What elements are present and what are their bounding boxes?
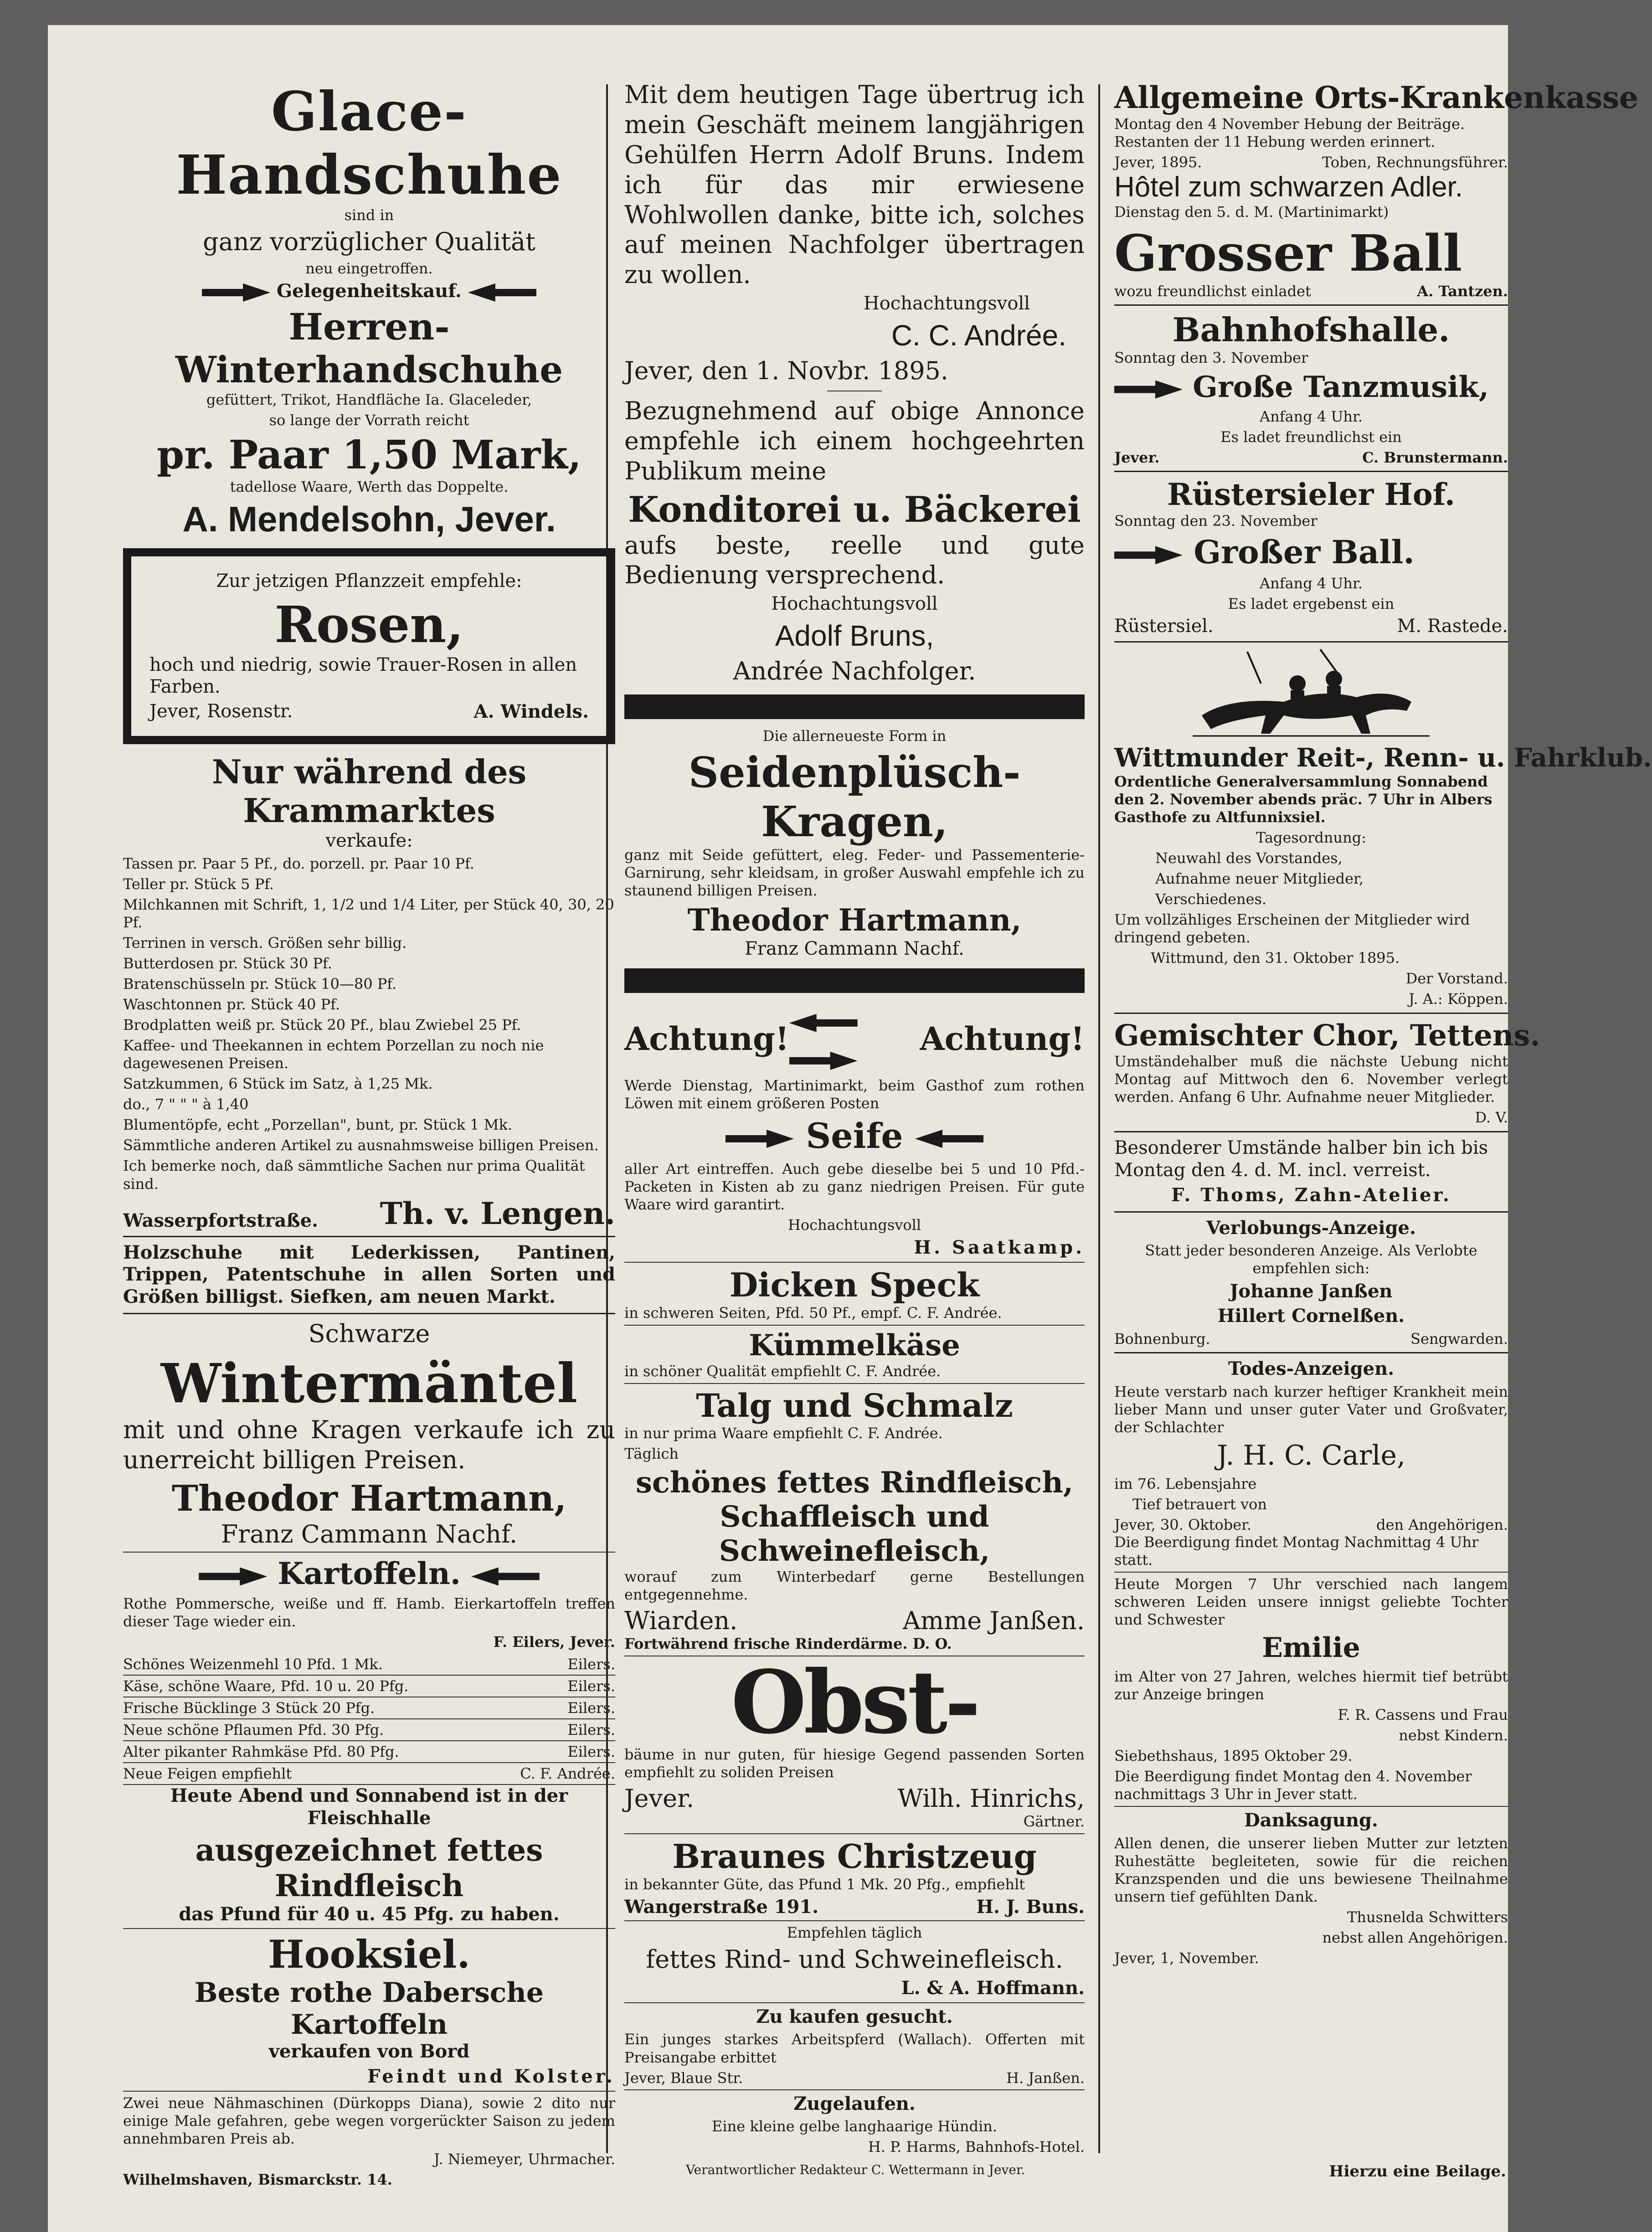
text: Wilh. Hinrichs, — [897, 1784, 1085, 1813]
list-item: Waschtonnen pr. Stück 40 Pf. — [123, 996, 340, 1013]
text: Grosser Ball — [1114, 224, 1462, 283]
newspaper-page — [48, 25, 1652, 2232]
text: Kartoffeln. — [278, 1556, 461, 1592]
list-item: Blumentöpfe, echt „Porzellan", bunt, pr. Stück 1 Mk. — [123, 1116, 513, 1134]
text: Jever, 1, November. — [1114, 1949, 1259, 1967]
text: D. V. — [1475, 1109, 1508, 1126]
rosen-title: Rosen, — [274, 595, 464, 654]
text: Heute Morgen 7 Uhr verschied nach langem schweren Leiden unsere innigst geliebte Tochter und Schwester — [1114, 1575, 1508, 1629]
text: Wittmunder Reit-, Renn- u. Fahrklub. — [1114, 742, 1652, 773]
text: Beste rothe Dabersche Kartoffeln — [194, 1977, 544, 2041]
footer-supplement: Hierzu eine Beilage. — [1329, 2162, 1506, 2181]
list-item: do., 7 " " " à 1,40 — [123, 1095, 249, 1113]
text: in bekannter Güte, das Pfund 1 Mk. 20 Pfg., empfiehlt — [624, 1875, 1025, 1893]
text: nebst allen Angehörigen. — [1322, 1929, 1508, 1946]
obst-title: Obst- — [731, 1651, 978, 1753]
text: Allen denen, die unserer lieben Mutter zur letzten Ruhestätte begleiteten, sowie für die reichen Kranzspenden und die uns bewiesene Theilnahme unsern tief gefühlten Dank. — [1114, 1834, 1508, 1905]
text: Feindt und Kolster. — [367, 2066, 615, 2088]
text: H. J. Buns. — [976, 1896, 1085, 1918]
item-text: Alter pikanter Rahmkäse Pfd. 80 Pfg. — [123, 1743, 399, 1761]
pointing-hand-icon — [202, 283, 270, 302]
horse-racing-illustration — [1193, 647, 1430, 738]
text: Siebethshaus, 1895 Oktober 29. — [1114, 1747, 1353, 1764]
ad-wintermaentel — [123, 1319, 615, 1549]
text: ganz mit Seide gefüttert, eleg. Feder- und Passementerie-Garnirung, sehr kleidsam, in großer Auswahl empfehle ich zu staunend billigen Preisen. — [624, 846, 1085, 900]
text: Zur jetzigen Pflanzzeit empfehle: — [216, 570, 522, 591]
text: L. & A. Hoffmann. — [901, 1977, 1085, 1999]
text: Hochachtungsvoll — [863, 293, 1030, 314]
text: verkaufen von Bord — [268, 2041, 470, 2062]
list-item: Bratenschüsseln pr. Stück 10—80 Pf. — [123, 975, 397, 993]
text: Der Vorstand. — [1405, 970, 1508, 987]
text: Tief betrauert von — [1132, 1496, 1267, 1513]
text: Statt jeder besonderen Anzeige. Als Verlobte empfehlen sich: — [1145, 1242, 1477, 1277]
text: Heute verstarb nach kurzer heftiger Krankheit mein lieber Mann und unser guter Vater und Großvater, der Schlachter — [1114, 1383, 1508, 1436]
text: Rothe Pommersche, weiße und ff. Hamb. Eierkartoffeln treffen dieser Tage wieder ein. — [123, 1594, 615, 1630]
item-sign: C. F. Andrée. — [520, 1765, 615, 1783]
text: Sonntag den 23. November — [1114, 512, 1317, 530]
text: Achtung! — [920, 1020, 1085, 1058]
text: neu eingetroffen. — [305, 259, 433, 277]
text: Gemischter Chor, Tettens. — [1114, 1018, 1540, 1053]
list-item: Verschiedenes. — [1155, 890, 1267, 908]
text: Heute Abend und Sonnabend ist in der Fleischhalle — [170, 1785, 568, 1829]
text: C. C. Andrée. — [891, 319, 1066, 352]
text: Anfang 4 Uhr. — [1260, 574, 1363, 592]
text: ausgezeichnet fettes Rindfleisch — [195, 1832, 543, 1903]
text: nebst Kindern. — [1399, 1726, 1508, 1744]
text: Anfang 4 Uhr. — [1260, 408, 1363, 426]
text: Jever. — [624, 1784, 695, 1813]
footer-editor: Verantwortlicher Redakteur C. Wettermann in Jever. — [686, 2162, 1025, 2177]
text: Es ladet ergebenst ein — [1228, 595, 1395, 612]
price: pr. Paar 1,50 Mark, — [157, 432, 582, 478]
text: Konditorei u. Bäckerei — [628, 489, 1081, 530]
text: in schweren Seiten, Pfd. 50 Pf., empf. C. F. Andrée. — [624, 1304, 1002, 1322]
text: Gärtner. — [1023, 1812, 1085, 1830]
text: fettes Rind- und Schweinefleisch. — [646, 1945, 1063, 1974]
item-sign: Eilers. — [567, 1721, 615, 1739]
text: Umständehalber muß die nächste Uebung nicht Montag auf Mittwoch den 6. November verlegt werden. Anfang 6 Uhr. Aufnahme neuer Mitglieder. — [1114, 1053, 1508, 1106]
text: Um vollzähliges Erscheinen der Mitglieder wird dringend gebeten. — [1114, 910, 1470, 946]
text: aller Art eintreffen. Auch gebe dieselbe bei 5 und 10 Pfd.-Packeten in Kisten ab zu ganz niedrigen Preisen. Für gute Waare wird garantirt. — [624, 1160, 1085, 1213]
text: Die allerneueste Form in — [762, 727, 947, 745]
text: hoch und niedrig, sowie Trauer-Rosen in allen Farben. — [149, 654, 577, 698]
list-item: Terrinen in versch. Größen sehr billig. — [123, 934, 407, 952]
text: Sonntag den 3. November — [1114, 349, 1308, 367]
ad-glace — [123, 80, 615, 540]
text: Fortwährend frische Rinderdärme. D. O. — [624, 1635, 952, 1652]
item-text: Schönes Weizenmehl 10 Pfd. 1 Mk. — [123, 1656, 383, 1673]
text: Wittmund, den 31. Oktober 1895. — [1151, 949, 1400, 967]
text: Die Beerdigung findet Montag den 4. November nachmittags 3 Uhr in Jever statt. — [1114, 1767, 1472, 1803]
text: Die Beerdigung findet Montag Nachmittag 4 Uhr statt. — [1114, 1533, 1479, 1569]
text: gefüttert, Trikot, Handfläche Ia. Glaceleder, — [206, 391, 532, 408]
list-item: Ich bemerke noch, daß sämmtliche Sachen nur prima Qualität sind. — [123, 1157, 585, 1193]
agenda-list — [1114, 849, 1508, 908]
text: F. Eilers, Jever. — [493, 1633, 615, 1651]
text: Theodor Hartmann, — [171, 1477, 567, 1519]
text: Andrée Nachfolger. — [733, 657, 976, 686]
text: Dicken Speck — [729, 1265, 980, 1304]
kram-list — [123, 855, 615, 1193]
text: Allgemeine Orts-Krankenkasse — [1114, 80, 1639, 115]
text: Jever, Rosenstr. — [149, 701, 293, 722]
text: Mit dem heutigen Tage übertrug ich mein Geschäft meinem langjährigen Gehülfen Herrn Adolf Bruns. Indem ich für das mir erwiesene Wohlwollen danke, bitte ich, solches auf meinen Nachfolger übertragen zu wollen. — [624, 80, 1085, 289]
pointing-hand-icon — [726, 1130, 794, 1148]
text: Montag den 4 November Hebung der Beiträge. Restanten der 11 Hebung werden erinnert. — [1114, 115, 1465, 151]
eilers-list — [123, 1654, 615, 1785]
pointing-hand-icon — [1114, 546, 1183, 564]
text: J. H. C. Carle, — [1216, 1439, 1406, 1471]
list-item — [123, 1654, 615, 1676]
text: tadellose Waare, Werth das Doppelte. — [230, 478, 509, 495]
text: Ordentliche Generalversammlung Sonnabend den 2. November abends präc. 7 Uhr in Albers Gasthofe zu Altfunnixsiel. — [1114, 772, 1492, 826]
text: Bahnhofshalle. — [1172, 310, 1450, 350]
text: Empfehlen täglich — [787, 1923, 922, 1941]
ad-naehmaschinen: Zwei neue Nähmaschinen (Dürkopps Diana), sowie 2 dito nur einige Male gefahren, gebe wegen vorgerückter Saison zu jedem annehmbaren Preis ab. — [123, 2094, 615, 2148]
list-item: Aufnahme neuer Mitglieder, — [1155, 869, 1364, 887]
text: Seidenplüsch-Kragen, — [688, 748, 1021, 847]
glace-title: Glace-Handschuhe — [176, 80, 562, 206]
text: Hochachtungsvoll — [787, 1216, 921, 1234]
text: Wiarden. — [624, 1606, 738, 1635]
pointing-hand-icon — [789, 1014, 858, 1032]
item-text: Neue schöne Pflaumen Pfd. 30 Pfg. — [123, 1721, 384, 1739]
kram-title: Nur während des Krammarktes — [211, 752, 527, 830]
item-sign: Eilers. — [567, 1656, 615, 1673]
text: Zu kaufen gesucht. — [756, 2006, 953, 2027]
list-item — [123, 1763, 615, 1785]
text: den Angehörigen. — [1376, 1516, 1508, 1534]
text: A. Tantzen. — [1417, 283, 1508, 300]
list-item — [123, 1741, 615, 1763]
text: aufs beste, reelle und gute Bedienung versprechend. — [624, 530, 1085, 590]
text: Adolf Bruns, — [775, 619, 934, 653]
text: Sengwarden. — [1410, 1330, 1508, 1348]
text: Dienstag den 5. d. M. (Martinimarkt) — [1114, 203, 1389, 221]
ad-krammarkt — [123, 752, 615, 1231]
text: Theodor Hartmann, — [687, 902, 1022, 938]
text: im 76. Lebensjahre — [1114, 1475, 1257, 1493]
list-item: Butterdosen pr. Stück 30 Pf. — [123, 955, 332, 972]
text: H. Saatkamp. — [914, 1236, 1085, 1258]
text: Jever, 30. Oktober. — [1114, 1516, 1252, 1534]
text: Verlobungs-Anzeige. — [1206, 1217, 1416, 1239]
text: Jever, 1895. — [1114, 154, 1202, 171]
column-2 — [606, 80, 1103, 2159]
text: Achtung! — [624, 1020, 789, 1058]
text: Werde Dienstag, Martinimarkt, beim Gasthof zum rothen Löwen mit einem größeren Posten — [624, 1076, 1085, 1112]
text: J. A.: Köppen. — [1409, 990, 1508, 1008]
text: verkaufe: — [325, 830, 413, 852]
text: F. Thoms, Zahn-Atelier. — [1171, 1184, 1451, 1206]
text: Rüstersiel. — [1114, 615, 1214, 637]
item-sign: Eilers. — [567, 1743, 615, 1761]
text: Th. v. Lengen. — [380, 1195, 615, 1231]
separator-bar — [624, 694, 1085, 719]
list-item: Brodplatten weiß pr. Stück 20 Pf., blau Zwiebel 25 Pf. — [123, 1016, 521, 1034]
item-sign: Eilers. — [567, 1699, 615, 1717]
text: H. P. Harms, Bahnhofs-Hotel. — [868, 2138, 1085, 2156]
item-text: Neue Feigen empfiehlt — [123, 1765, 292, 1783]
text: Besonderer Umstände halber bin ich bis Montag den 4. d. M. incl. verreist. — [1114, 1137, 1488, 1181]
ad-kartoffeln — [123, 1555, 615, 1651]
text: Kümmelkäse — [749, 1328, 960, 1363]
text: Danksagung. — [1244, 1809, 1378, 1831]
list-item — [123, 1697, 615, 1719]
text: Todes-Anzeigen. — [1228, 1358, 1395, 1380]
text: Thusnelda Schwitters — [1347, 1908, 1508, 1926]
text: Große Tanzmusik, — [1193, 370, 1489, 405]
text: Wangerstraße 191. — [624, 1896, 819, 1918]
text: in nur prima Waare empfiehlt C. F. Andrée. — [624, 1424, 943, 1442]
text: wozu freundlichst einladet — [1114, 283, 1311, 300]
text: Toben, Rechnungsführer. — [1322, 154, 1508, 171]
text: im Alter von 27 Jahren, welches hiermit tief betrübt zur Anzeige bringen — [1114, 1667, 1508, 1703]
text: bäume in nur guten, für hiesige Gegend passenden Sorten empfiehlt zu soliden Preisen — [624, 1745, 1085, 1781]
text: A. Windels. — [473, 701, 589, 723]
text: Talg und Schmalz — [696, 1386, 1013, 1425]
text: Hochachtungsvoll — [771, 593, 938, 615]
text: Jever, den 1. Novbr. 1895. — [624, 356, 949, 385]
text: Braunes Christzeug — [672, 1836, 1037, 1876]
text: Johanne Janßen — [1230, 1280, 1393, 1302]
text: Bohnenburg. — [1114, 1330, 1210, 1348]
text: F. R. Cassens und Frau — [1338, 1706, 1508, 1723]
list-item: Satzkummen, 6 Stück im Satz, à 1,25 Mk. — [123, 1075, 433, 1093]
text: sind in — [344, 206, 394, 224]
text: ganz vorzüglicher Qualität — [203, 227, 535, 257]
pointing-hand-icon — [789, 1052, 858, 1070]
text: Emilie — [1262, 1632, 1360, 1664]
pointing-hand-icon — [1114, 381, 1183, 399]
list-item: Neuwahl des Vorstandes, — [1155, 849, 1343, 867]
text: Franz Cammann Nachf. — [221, 1519, 518, 1548]
text: Schaffleisch und Schweinefleisch, — [719, 1499, 990, 1568]
list-item: Milchkannen mit Schrift, 1, 1/2 und 1/4 Liter, per Stück 40, 30, 20 Pf. — [123, 896, 614, 931]
text: Gelegenheitskauf. — [277, 280, 462, 302]
text: Amme Janßen. — [902, 1606, 1085, 1635]
text: Bezugnehmend auf obige Annonce empfehle ich einem hochgeehrten Publikum meine — [624, 396, 1085, 485]
text: Wilhelmshaven, Bismarckstr. 14. — [123, 2171, 392, 2189]
ad-holzschuhe: Holzschuhe mit Lederkissen, Pantinen, Trippen, Patentschuhe in allen Sorten und Größen billigst. Siefken, am neuen Markt. — [123, 1241, 615, 1308]
text: J. Niemeyer, Uhrmacher. — [434, 2150, 615, 2168]
text: Jever, Blaue Str. — [624, 2069, 743, 2087]
list-item — [123, 1719, 615, 1741]
item-text: Käse, schöne Waare, Pfd. 10 u. 20 Pfg. — [123, 1677, 409, 1695]
column-1 — [123, 80, 615, 2191]
pointing-hand-icon — [468, 283, 536, 302]
text: Großer Ball. — [1194, 533, 1415, 571]
text: Zugelaufen. — [793, 2093, 916, 2114]
herren-title: Herren-Winterhandschuhe — [175, 305, 563, 391]
pointing-hand-icon — [915, 1130, 983, 1148]
text: schönes fettes Rindfleisch, — [635, 1465, 1074, 1500]
ad-rosen — [123, 548, 615, 744]
item-sign: Eilers. — [567, 1677, 615, 1695]
text: M. Rastede. — [1397, 615, 1508, 637]
text: Hôtel zum schwarzen Adler. — [1114, 171, 1463, 203]
hooksiel-title: Hooksiel. — [268, 1932, 470, 1977]
list-item: Tassen pr. Paar 5 Pf., do. porzell. pr. Paar 10 Pf. — [123, 855, 474, 873]
list-item — [123, 1676, 615, 1697]
advertiser-name: A. Mendelsohn, Jever. — [182, 499, 556, 539]
text: Täglich — [624, 1445, 679, 1462]
pointing-hand-icon — [471, 1567, 540, 1585]
text: Hillert Cornelßen. — [1217, 1305, 1405, 1327]
text: Ein junges starkes Arbeitspferd (Wallach). Offerten mit Preisangabe erbittet — [624, 2031, 1085, 2066]
list-item: Sämmtliche anderen Artikel zu ausnahmsweise billigen Preisen. — [123, 1137, 599, 1154]
page-footer — [640, 2162, 1506, 2181]
separator-bar — [624, 968, 1085, 993]
text: Seife — [806, 1115, 903, 1156]
text: Jever. — [1114, 449, 1160, 467]
list-item: Teller pr. Stück 5 Pf. — [123, 875, 274, 893]
column-3 — [1096, 80, 1652, 1970]
item-text: Frische Bücklinge 3 Stück 20 Pfg. — [123, 1699, 375, 1717]
text: Rüstersieler Hof. — [1167, 477, 1455, 513]
text: Eine kleine gelbe langhaarige Hündin. — [712, 2118, 997, 2135]
text: C. Brunstermann. — [1362, 449, 1508, 467]
text: Tagesordnung: — [1256, 828, 1366, 846]
text: H. Janßen. — [1006, 2069, 1085, 2087]
text: das Pfund für 40 u. 45 Pfg. zu haben. — [179, 1903, 560, 1925]
text: in schöner Qualität empfiehlt C. F. Andrée. — [624, 1362, 941, 1380]
text: Franz Cammann Nachf. — [745, 938, 964, 960]
pointing-hand-icon — [199, 1567, 267, 1585]
text: so lange der Vorrath reicht — [269, 411, 469, 429]
text: worauf zum Winterbedarf gerne Bestellungen entgegennehme. — [624, 1568, 1085, 1603]
text: Schwarze — [308, 1319, 430, 1348]
text: mit und ohne Kragen verkaufe ich zu unerreicht billigen Preisen. — [123, 1415, 615, 1474]
winter-title: Wintermäntel — [160, 1351, 578, 1415]
text: Es ladet freundlichst ein — [1220, 428, 1402, 446]
list-item: Kaffee- und Theekannen in echtem Porzellan zu noch nie dagewesenen Preisen. — [123, 1037, 544, 1072]
text: Wasserpfortstraße. — [123, 1209, 319, 1231]
